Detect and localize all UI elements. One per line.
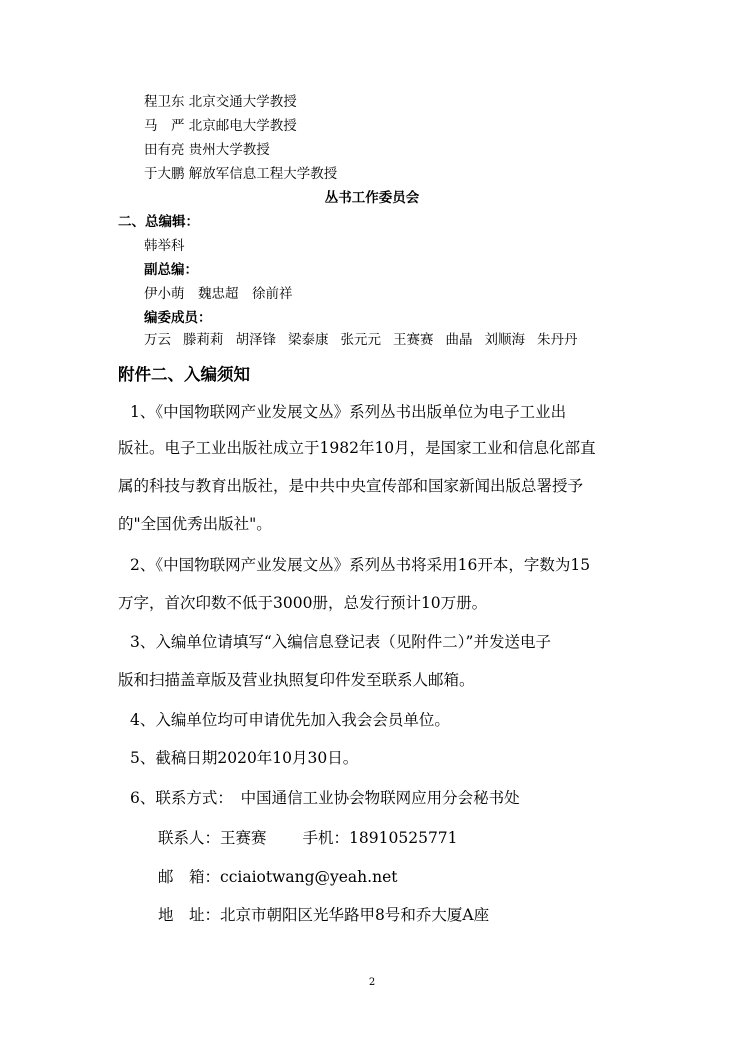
item-3-line: 版和扫描盖章版及营业执照复印件发至联系人邮箱。 xyxy=(118,671,475,689)
committee-member: 田有亮 贵州大学教授 xyxy=(144,142,270,158)
contact-email-line xyxy=(158,870,397,886)
editorial-member: 曲晶 xyxy=(445,332,473,348)
editorial-member: 朱丹丹 xyxy=(537,332,578,348)
editorial-member: 胡泽锋 xyxy=(235,332,276,348)
editorial-member: 梁泰康 xyxy=(288,332,329,348)
deputy-editors-label: 副总编： xyxy=(144,262,198,278)
contact-phone: 18910525771 xyxy=(349,829,458,847)
page-number: 2 xyxy=(368,977,376,988)
item-2-line: 2、《中国物联网产业发展文丛》系列丛书将采用16开本，字数为15 xyxy=(130,556,591,574)
contact-person-line xyxy=(158,831,458,847)
editor-in-chief-name: 韩举科 xyxy=(144,238,185,254)
item-1-line: 属的科技与教育出版社，是中共中央宣传部和国家新闻出版总署授予 xyxy=(118,477,584,495)
editorial-members-label: 编委成员： xyxy=(144,310,212,326)
item-5-line: 5、截稿日期2020年10月30日。 xyxy=(130,749,359,767)
editorial-member: 滕莉莉 xyxy=(183,332,224,348)
editor-in-chief-label: 二、总编辑： xyxy=(118,214,199,230)
editorial-member: 刘顺海 xyxy=(484,332,525,348)
contact-address-line xyxy=(158,908,489,924)
attachment-title: 附件二、入编须知 xyxy=(118,365,250,384)
contact-address: 北京市朝阳区光华路甲8号和乔大厦A座 xyxy=(220,906,490,924)
item-1-line: 版社。电子工业出版社成立于1982年10月，是国家工业和信息化部直 xyxy=(118,439,596,457)
contact-person-label: 联系人： xyxy=(158,829,221,847)
item-3-line: 3、入编单位请填写“入编信息登记表（见附件二）”并发送电子 xyxy=(130,633,551,651)
committee-member: 于大鹏 解放军信息工程大学教授 xyxy=(144,166,338,182)
contact-person: 王赛赛 xyxy=(220,829,267,847)
editorial-member: 万云 xyxy=(144,332,171,348)
contact-phone-label: 手机： xyxy=(302,829,350,847)
item-1-line: 1、《中国物联网产业发展文丛》系列丛书出版单位为电子工业出 xyxy=(130,403,567,421)
item-1-line: 的"全国优秀出版社"。 xyxy=(118,515,272,533)
item-6-line: 6、联系方式： 中国通信工业协会物联网应用分会秘书处 xyxy=(130,789,520,807)
item-2-line: 万字，首次印数不低于3000册，总发行预计10万册。 xyxy=(118,594,488,612)
contact-email-label: 邮 箱： xyxy=(158,868,221,886)
committee-member: 程卫东 北京交通大学教授 xyxy=(144,94,297,110)
editorial-members-list xyxy=(144,334,590,348)
work-committee-title: 丛书工作委员会 xyxy=(324,190,420,206)
item-4-line: 4、入编单位均可申请优先加入我会会员单位。 xyxy=(130,711,450,729)
contact-email: cciaiotwang@yeah.net xyxy=(220,868,398,886)
deputy-editors-names: 伊小萌 魏忠超 徐前祥 xyxy=(144,286,293,302)
committee-member: 马 严 北京邮电大学教授 xyxy=(144,118,297,134)
editorial-member: 张元元 xyxy=(340,332,381,348)
editorial-member: 王赛赛 xyxy=(393,332,434,348)
contact-address-label: 地 址： xyxy=(158,906,221,924)
